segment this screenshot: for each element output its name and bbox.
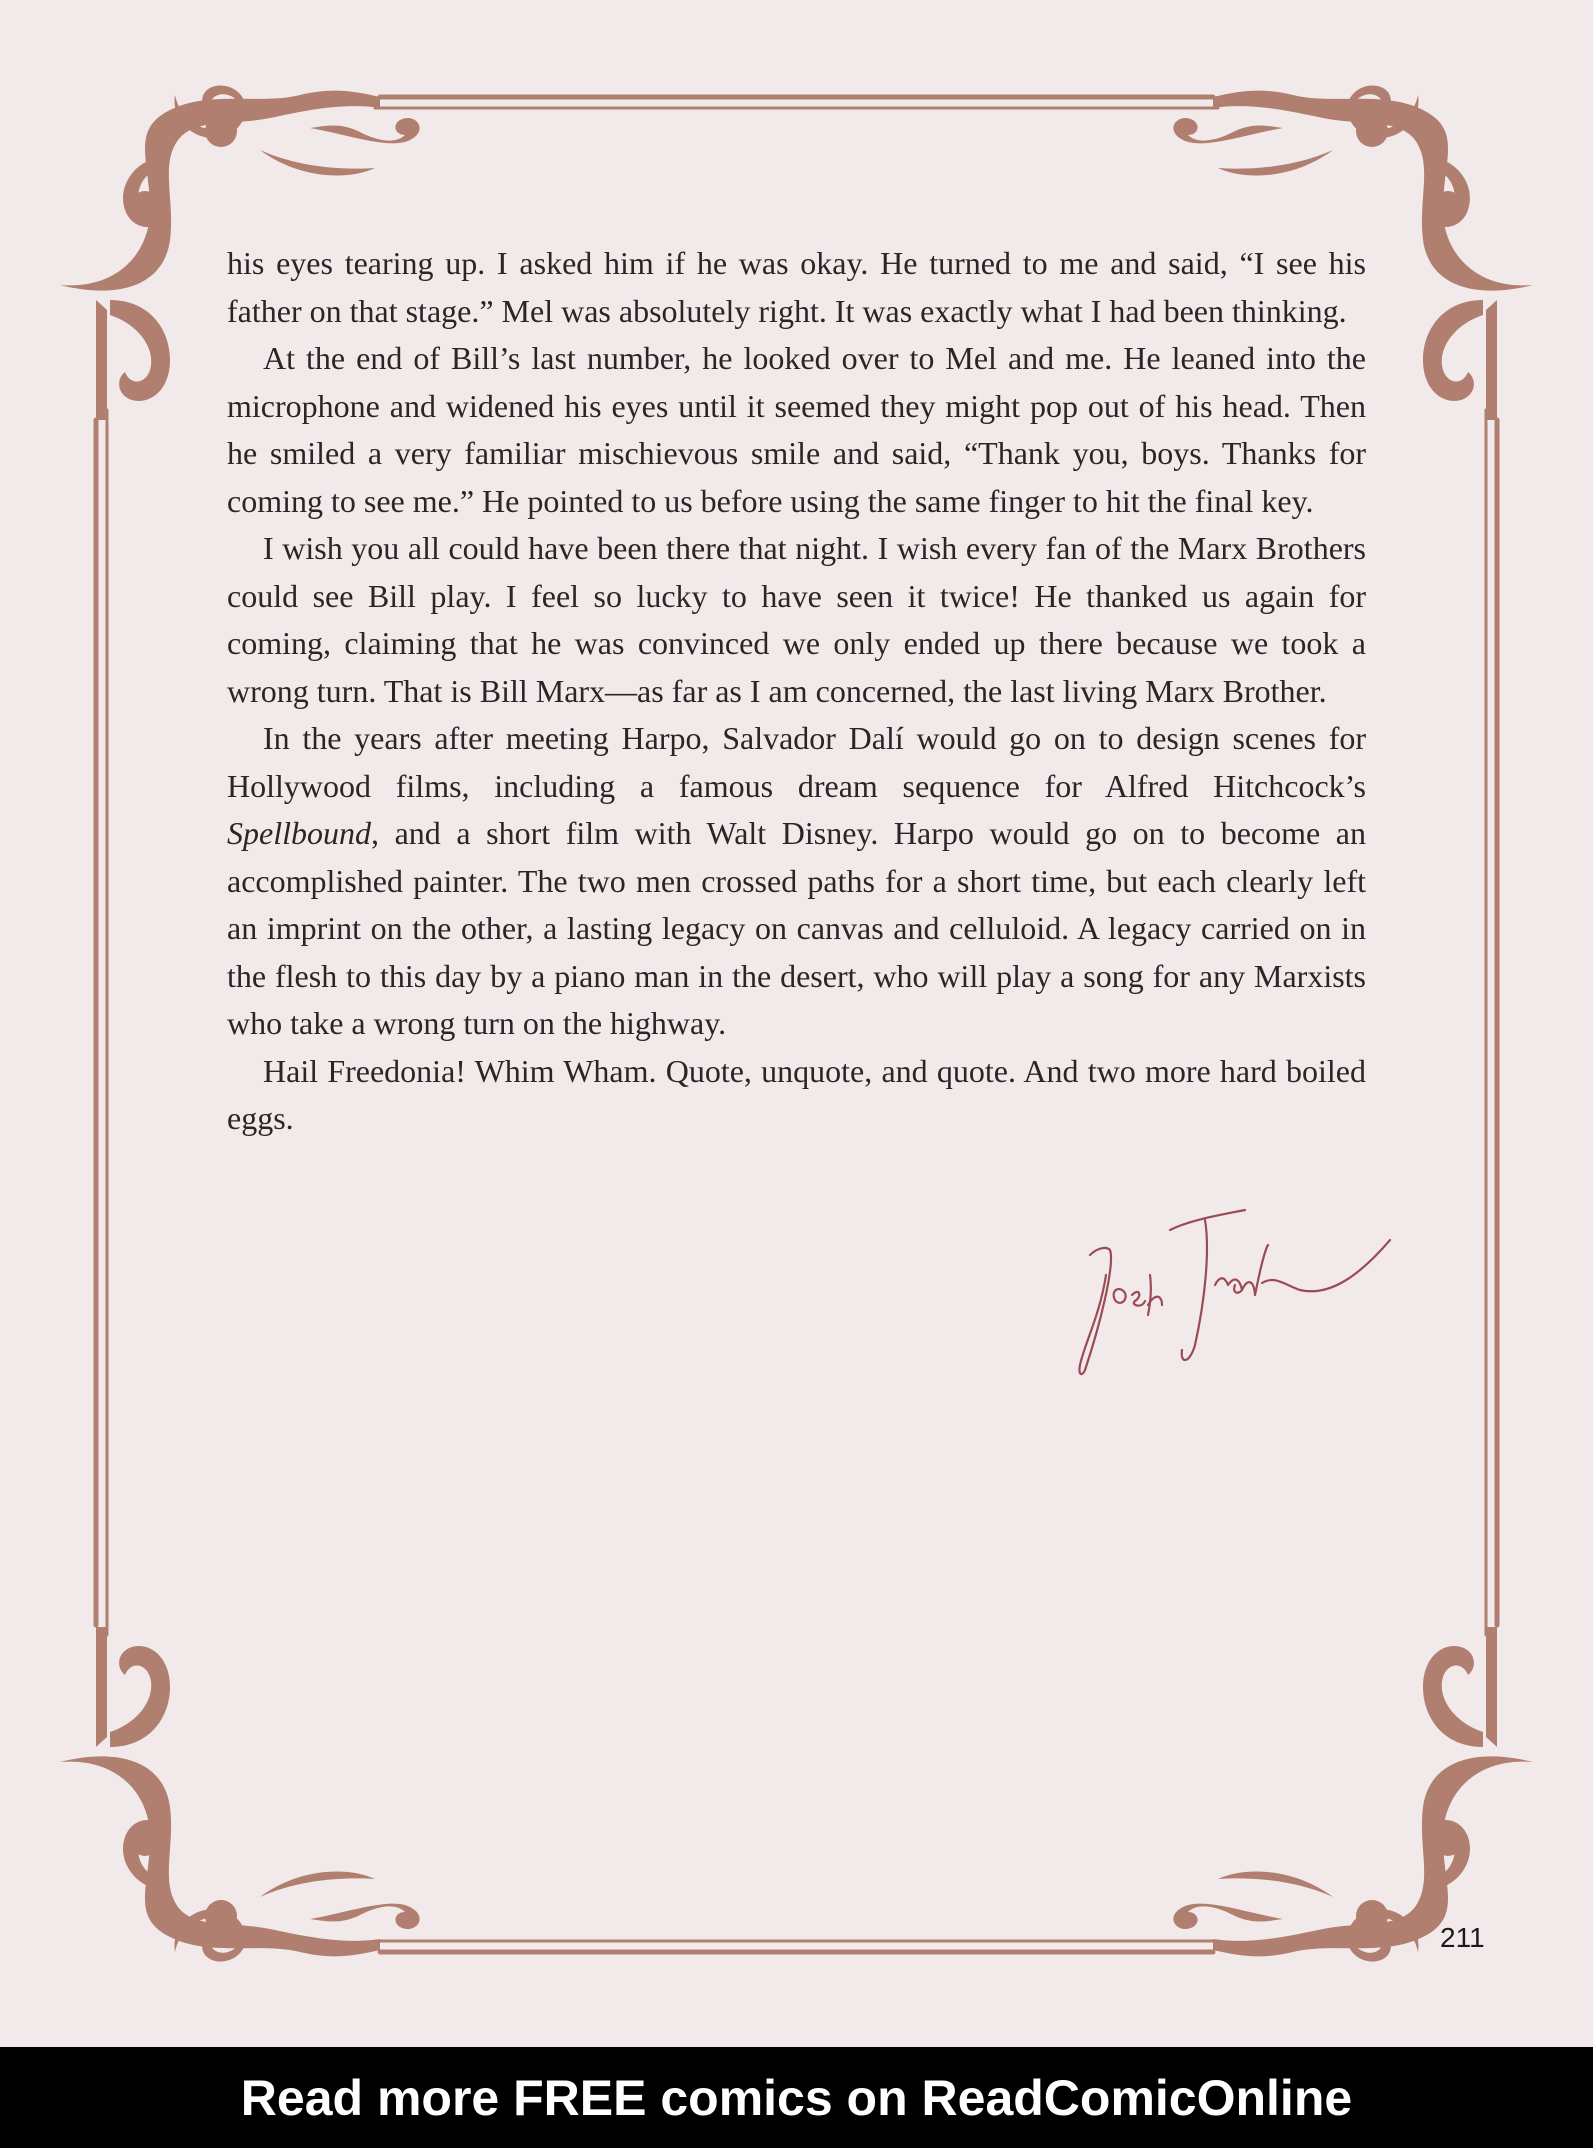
paragraph-5: Hail Freedonia! Whim Wham. Quote, unquote, and quote. And two more hard boiled eggs. [227,1052,1366,1136]
footer-banner[interactable] [0,2047,1593,2148]
paragraph-4-text-before: In the years after meeting Harpo, Salvador Dalí would go on to design scenes for Hollywood films, including a famous dream sequence for Alfred Hitchcock’s [227,720,1366,804]
paragraph-4-text-after: , and a short film with Walt Disney. Harpo would go on to become an accomplished painter. The two men crossed paths for a short time, but each clearly left an imprint on the other, a lasting legacy on canvas and celluloid. A legacy carried on in the flesh to this day by a piano man in the desert, who will play a song for any Marxists who take a wrong turn on the highway. [227,815,1366,1041]
paragraph-4 [227,715,1366,1048]
body-text [227,240,1366,1143]
paragraph-2: At the end of Bill’s last number, he looked over to Mel and me. He leaned into the microphone and widened his eyes until it seemed they might pop out of his head. Then he smiled a very familiar mischievous smile and said, “Thank you, boys. Thanks for coming to see me.” He pointed to us before using the same finger to hit the final key. [227,340,1366,519]
film-title-spellbound: Spellbound [227,815,371,851]
paragraph-1: his eyes tearing up. I asked him if he was okay. He turned to me and said, “I see his father on that stage.” Mel was absolutely right. It was exactly what I had been thinking. [227,245,1366,329]
footer-promo-link[interactable]: Read more FREE comics on ReadComicOnline [240,2069,1353,2126]
author-signature [1070,1205,1400,1385]
page-number: 211 [1440,1922,1485,1953]
paragraph-3: I wish you all could have been there that night. I wish every fan of the Marx Brothers could see Bill play. I feel so lucky to have seen it twice! He thanked us again for coming, claiming that he was convinced we only ended up there because we took a wrong turn. That is Bill Marx—as far as I am concerned, the last living Marx Brother. [227,530,1366,709]
